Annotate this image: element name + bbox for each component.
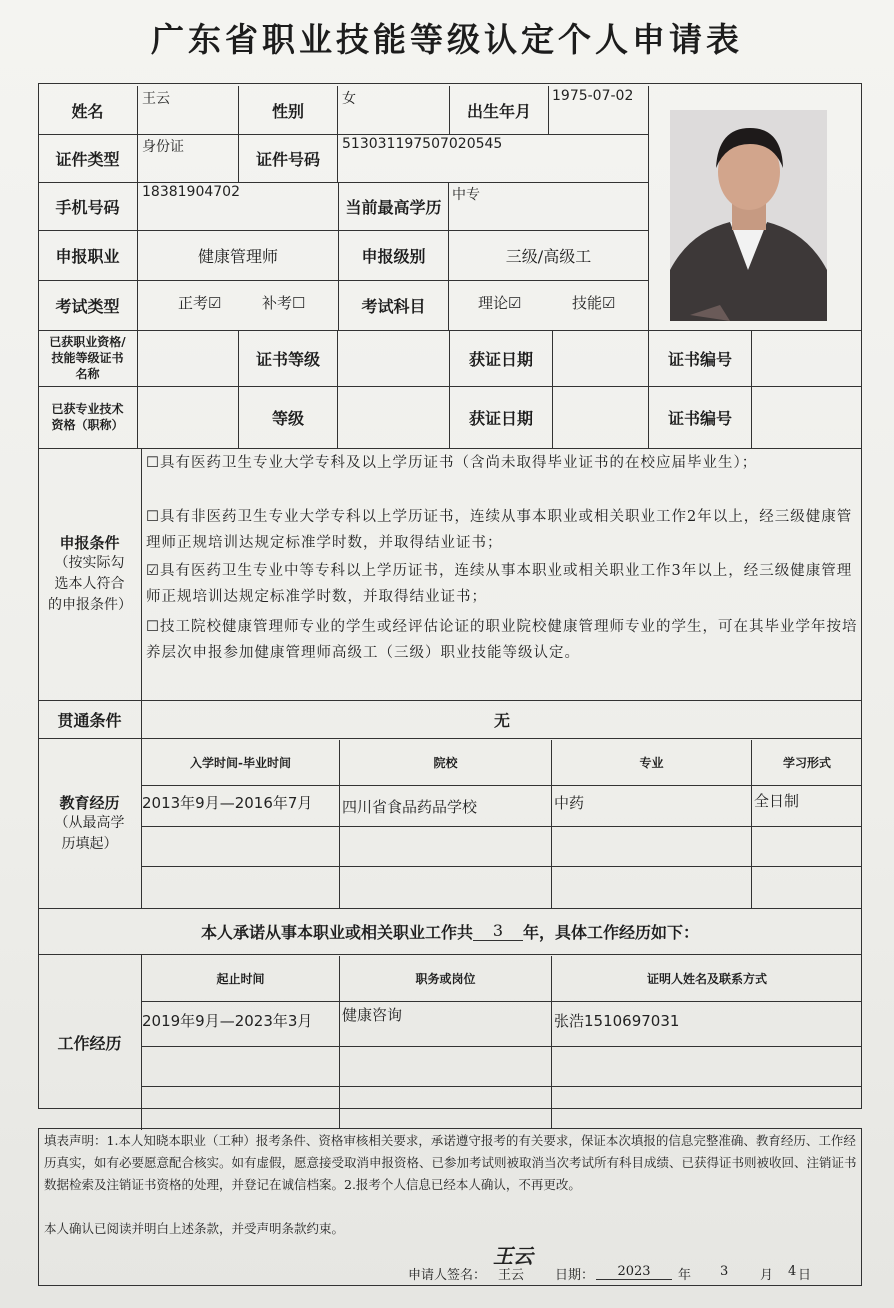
conditions-label-note: （按实际勾选本人符合的申报条件） [48, 555, 132, 613]
exam-makeup-checkbox: 补考☐ [262, 294, 306, 312]
name-value: 王云 [142, 91, 170, 107]
exam-type-label: 考试类型 [38, 280, 138, 330]
title-date-label: 获证日期 [449, 386, 553, 448]
education-level-label: 当前最高学历 [338, 182, 449, 230]
signature-printed: 王云 [498, 1268, 525, 1283]
conditions-label [38, 448, 142, 700]
professional-title-label: 已获专业技术资格（职称） [38, 386, 138, 448]
work-header-period: 起止时间 [142, 956, 340, 1002]
occupation-value: 健康管理师 [197, 246, 278, 266]
condition-item-3: ☑具有医药卫生专业中等专科以上学历证书，连续从事本职业或相关职业工作3年以上，经三级健康管理师正规培训达规定标准学时数，并取得结业证书； [146, 563, 853, 605]
work-grid [142, 1002, 862, 1128]
signature-label: 申请人签名： [408, 1268, 487, 1283]
occupation-label: 申报职业 [38, 230, 138, 280]
education-label-title: 教育经历 [59, 793, 120, 812]
date-month-unit: 月 [760, 1268, 774, 1283]
subject-skill-checkbox: 技能☑ [572, 294, 616, 312]
work-header-reference: 证明人姓名及联系方式 [552, 956, 862, 1002]
row11-line [38, 954, 862, 955]
date-label: 日期： [555, 1268, 595, 1283]
phone-value: 18381904702 [142, 184, 240, 200]
date-day-unit: 日 [798, 1268, 812, 1283]
condition-item-2: ☐具有非医药卫生专业大学专科以上学历证书，连续从事本职业或相关职业工作2年以上，经三级健康管理师正规培训达规定标准学时数，并取得结业证书； [146, 509, 853, 551]
work-promise-suffix: 年，具体工作经历如下： [523, 922, 700, 942]
id-type-label: 证件类型 [38, 134, 138, 182]
exam-regular-checkbox: 正考☑ [178, 294, 222, 312]
date-month: 3 [720, 1264, 729, 1279]
declaration-text: 填表声明：1.本人知晓本职业（工种）报考条件、资格审核相关要求，承诺遵守报考的有关要求，保证本次填报的信息完整准确、教育经历、工作经历真实，如有必要愿意配合核实。如有虚假，愿意接受取消申报资格、已参加考试则被取消当次考试所有科目成绩、已获得证书则被收回、注销证书数据检索及注销证书资格的处理，并登记在诚信档案。2.报考个人信息已经本人确认，不再更改。 [44, 1133, 857, 1192]
apply-level-label: 申报级别 [338, 230, 449, 280]
edu-grid [142, 786, 862, 908]
through-label: 贯通条件 [38, 700, 142, 738]
conditions-label-title: 申报条件 [59, 534, 120, 552]
date-year-unit: 年 [678, 1268, 692, 1283]
work-label: 工作经历 [38, 954, 142, 1130]
qualification-cert-label: 已获职业资格/技能等级证书名称 [38, 330, 138, 386]
gender-label: 性别 [238, 86, 338, 134]
id-number-value: 513031197507020545 [342, 136, 503, 152]
cert-number-label: 证书编号 [648, 330, 752, 386]
education-level-value: 中专 [452, 187, 480, 203]
declaration-confirm: 本人确认已阅读并明白上述条款，并受声明条款约束。 [44, 1221, 345, 1236]
edu-header-period: 入学时间-毕业时间 [142, 740, 340, 786]
exam-subject-label: 考试科目 [338, 280, 449, 330]
signature-handwritten: 王云 [493, 1244, 533, 1268]
name-label: 姓名 [38, 86, 138, 134]
apply-level-value: 三级/高级工 [505, 246, 592, 266]
edu-header-school: 院校 [340, 740, 552, 786]
work-promise-years: 3 [473, 921, 523, 941]
work-promise-prefix: 本人承诺从事本职业或相关职业工作共 [200, 922, 473, 942]
work-header-position: 职务或岗位 [340, 956, 552, 1002]
edu-header-mode: 学习形式 [752, 740, 862, 786]
row7-line [38, 448, 862, 449]
gender-value: 女 [342, 91, 356, 107]
edu-header-major: 专业 [552, 740, 752, 786]
education-label [38, 738, 142, 908]
applicant-photo [670, 110, 827, 321]
work-promise [38, 908, 862, 954]
through-value: 无 [493, 710, 510, 730]
date-year: 2023 [596, 1264, 672, 1280]
condition-item-4: ☐技工院校健康管理师专业的学生或经评估论证的职业院校健康管理师专业的学生，可在其毕业学年按培养层次申报参加健康管理师高级工（三级）职业技能等级认定。 [146, 619, 858, 661]
birth-label: 出生年月 [449, 86, 549, 134]
row9-line [38, 738, 862, 739]
birth-value: 1975-07-02 [552, 88, 634, 104]
id-number-label: 证件号码 [238, 134, 338, 182]
cert-grade-label: 证书等级 [238, 330, 338, 386]
cert-date-label: 获证日期 [449, 330, 553, 386]
subject-theory-checkbox: 理论☑ [478, 294, 522, 312]
date-day: 4 [788, 1264, 797, 1279]
education-label-note: （从最高学历填起） [54, 814, 125, 852]
form-title: 广东省职业技能等级认定个人申请表 [151, 20, 743, 59]
phone-label: 手机号码 [38, 182, 138, 230]
title-number-label: 证书编号 [648, 386, 752, 448]
id-type-value: 身份证 [142, 139, 184, 155]
condition-item-1: ☐具有医药卫生专业大学专科及以上学历证书（含尚未取得毕业证书的在校应届毕业生）； [146, 455, 758, 471]
title-grade-label: 等级 [238, 386, 338, 448]
